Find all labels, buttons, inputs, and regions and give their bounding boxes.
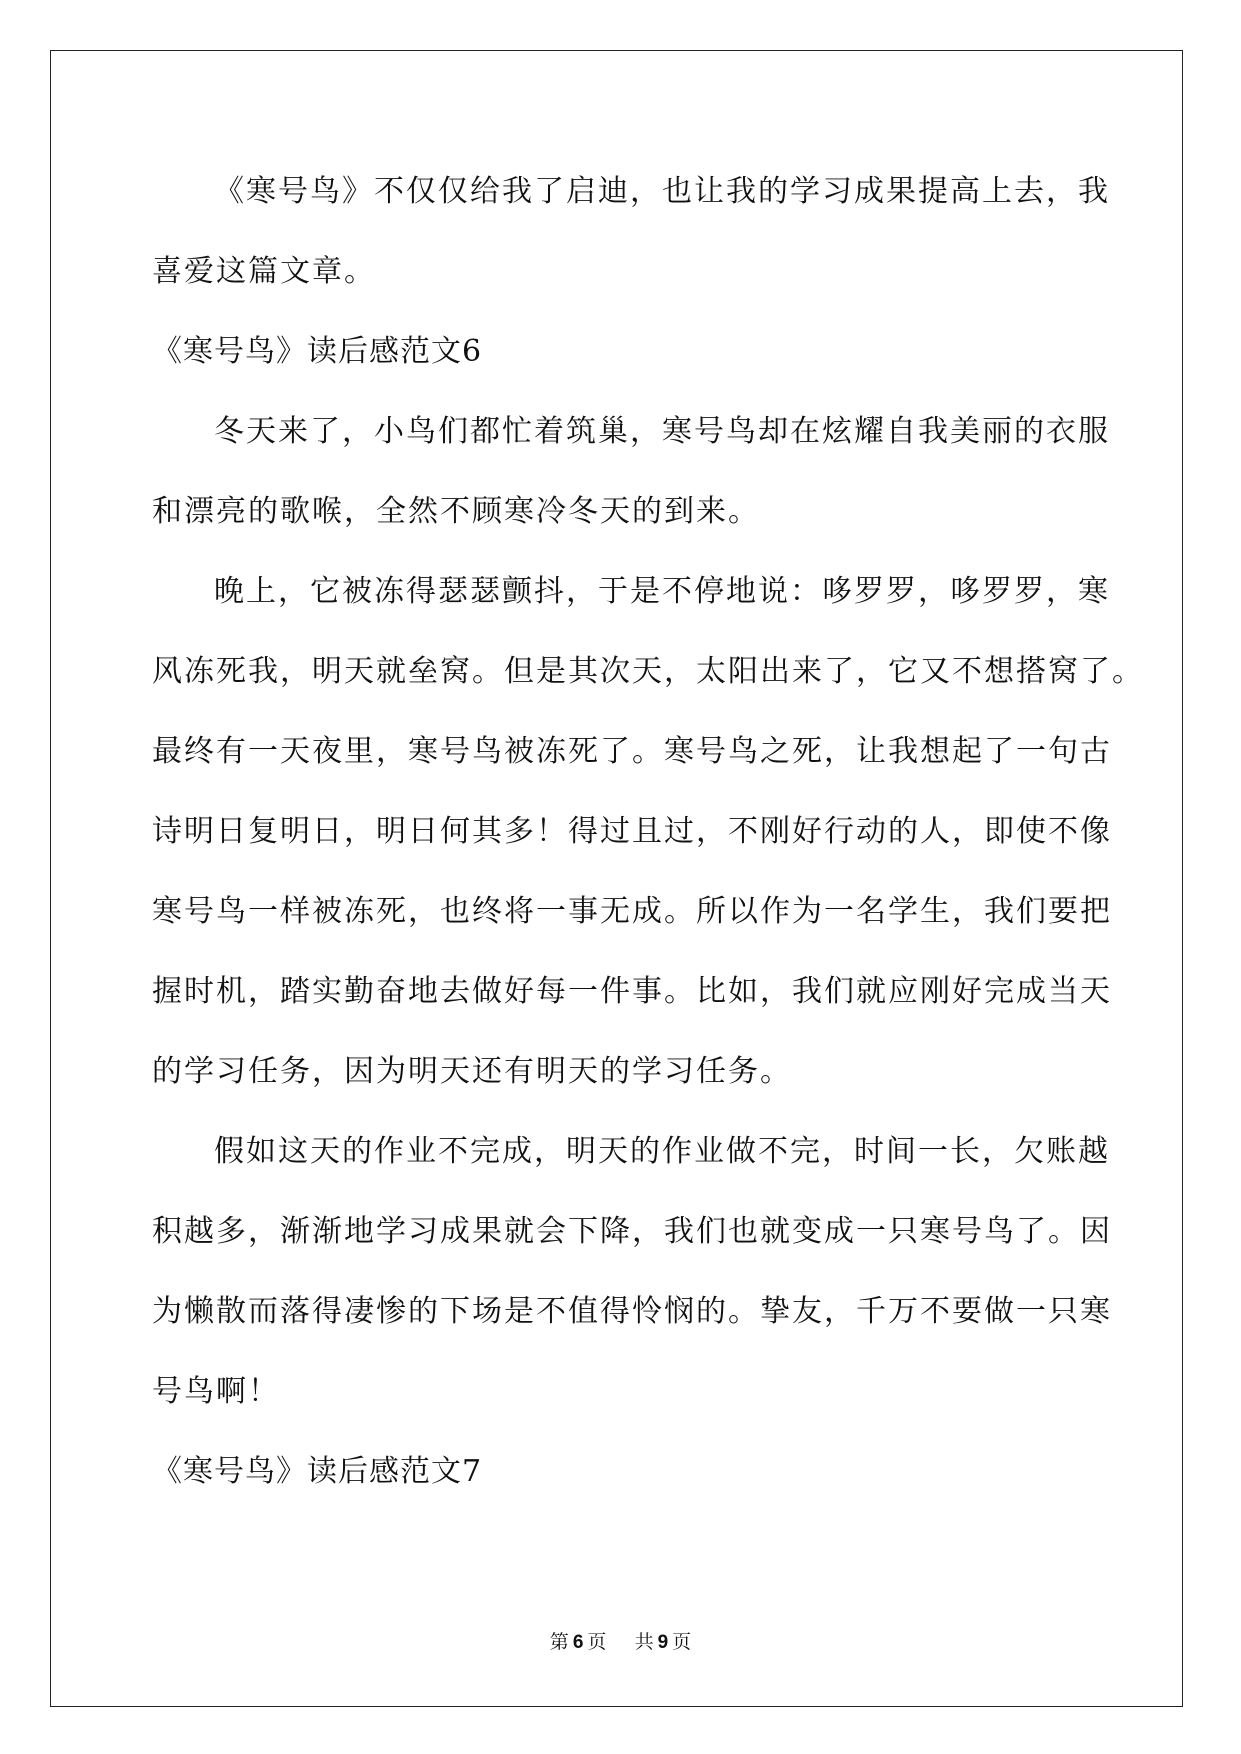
footer-page-suffix: 页 xyxy=(587,1631,607,1653)
footer-prefix: 第 xyxy=(549,1631,569,1653)
current-page-number: 6 xyxy=(572,1632,584,1653)
paragraph-line: 握时机，踏实勤奋地去做好每一件事。比如，我们就应刚好完成当天 xyxy=(152,974,1112,1009)
paragraph-line: 风冻死我，明天就垒窝。但是其次天，太阳出来了，它又不想搭窝了。 xyxy=(152,654,1144,689)
document-body xyxy=(152,152,1144,1512)
paragraph-line: 假如这天的作业不完成，明天的作业做不完，时间一长，欠账越 xyxy=(214,1134,1110,1169)
paragraph-line: 寒号鸟一样被冻死，也终将一事无成。所以作为一名学生，我们要把 xyxy=(152,894,1112,929)
paragraph-line: 的学习任务，因为明天还有明天的学习任务。 xyxy=(152,1054,792,1089)
paragraph-line: 《寒号鸟》不仅仅给我了启迪，也让我的学习成果提高上去，我 xyxy=(214,174,1110,209)
section-heading: 《寒号鸟》读后感范文7 xyxy=(152,1454,483,1489)
total-pages-number: 9 xyxy=(657,1632,669,1653)
paragraph-line: 为懒散而落得凄惨的下场是不值得怜悯的。挚友，千万不要做一只寒 xyxy=(152,1294,1112,1329)
paragraph-line: 冬天来了，小鸟们都忙着筑巢，寒号鸟却在炫耀自我美丽的衣服 xyxy=(214,414,1110,449)
paragraph-line: 最终有一天夜里，寒号鸟被冻死了。寒号鸟之死，让我想起了一句古 xyxy=(152,734,1112,769)
paragraph-line: 积越多，渐渐地学习成果就会下降，我们也就变成一只寒号鸟了。因 xyxy=(152,1214,1112,1249)
paragraph-line: 喜爱这篇文章。 xyxy=(152,254,376,289)
page-footer xyxy=(0,1627,1241,1654)
footer-total-prefix: 共 xyxy=(634,1631,654,1653)
footer-total-suffix: 页 xyxy=(672,1631,692,1653)
section-heading: 《寒号鸟》读后感范文6 xyxy=(152,334,483,369)
paragraph-line: 诗明日复明日，明日何其多！得过且过，不刚好行动的人，即使不像 xyxy=(152,814,1112,849)
paragraph-line: 晚上，它被冻得瑟瑟颤抖，于是不停地说：哆罗罗，哆罗罗，寒 xyxy=(214,574,1110,609)
paragraph-line: 号鸟啊！ xyxy=(152,1374,280,1409)
paragraph-line: 和漂亮的歌喉，全然不顾寒冷冬天的到来。 xyxy=(152,494,760,529)
